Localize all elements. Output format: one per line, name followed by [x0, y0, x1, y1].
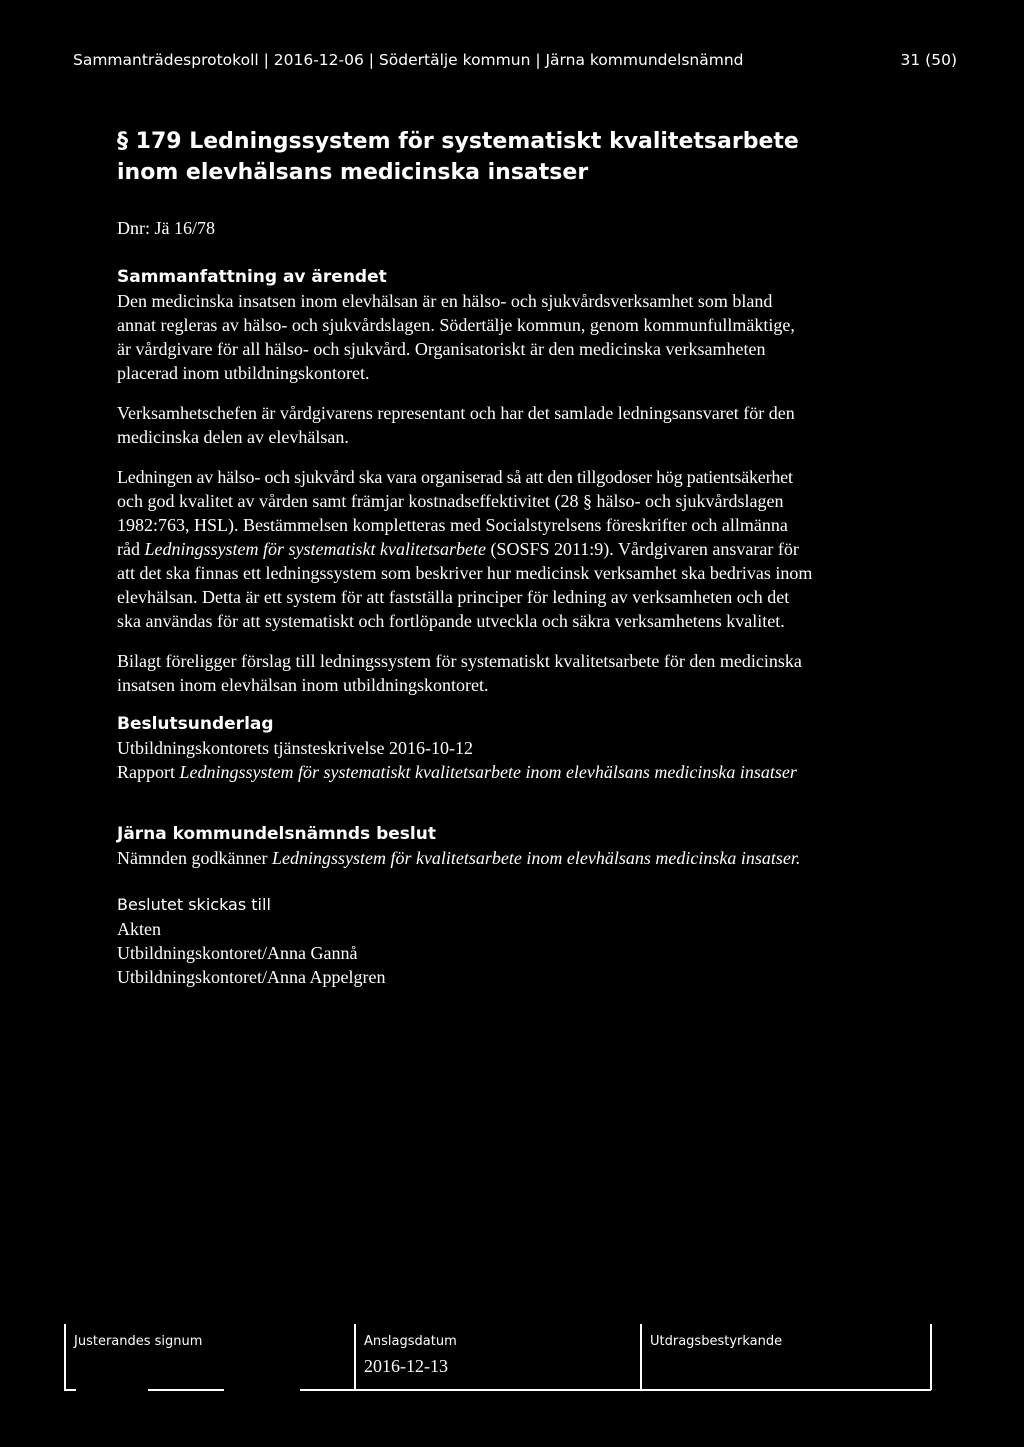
summary-paragraph-4: [117, 649, 939, 697]
text-line: och god kvalitet av vården samt främjar kostnadseffektivitet (28 § hälso- och sjukvårdslagen: [117, 491, 784, 511]
case-number: Dnr: Jä 16/78: [117, 218, 215, 238]
table-divider: [64, 1324, 66, 1390]
text-line: att det ska finnas ett ledningssystem som beskriver hur medicinsk verksamhet ska bedrivas inom: [117, 563, 813, 583]
page-title: [117, 126, 917, 188]
text-line: 1982:763, HSL). Bestämmelsen kompletteras med Socialstyrelsens föreskrifter och allmänna: [117, 515, 788, 535]
summary-section: [117, 265, 939, 697]
document-title-italic: Ledningssystem för kvalitetsarbete inom elevhälsans medicinska insatser.: [271, 848, 801, 868]
decision-basis-section: [117, 712, 939, 784]
text-line: är vårdgivare för all hälso- och sjukvård. Organisatoriskt är den medicinska verksamheten: [117, 339, 766, 359]
signature-table: [64, 1324, 932, 1390]
decision-basis-item: [117, 760, 939, 784]
summary-paragraph-3: [117, 465, 939, 633]
page-number: 31 (50): [900, 51, 957, 69]
summary-paragraph-1: [117, 289, 939, 385]
anslag-label: Anslagsdatum: [364, 1334, 457, 1349]
summary-heading: Sammanfattning av ärendet: [117, 267, 387, 287]
header-meta: Sammanträdesprotokoll | 2016-12-06 | Södertälje kommun | Järna kommundelsnämnd: [73, 51, 744, 69]
text-line: elevhälsan. Detta är ett system för att fastställa principer för ledning av verksamheten och det: [117, 587, 790, 607]
signature-line: [64, 1389, 76, 1391]
text-line: placerad inom utbildningskontoret.: [117, 363, 370, 383]
anslag-date: 2016-12-13: [364, 1356, 448, 1376]
signature-line: [640, 1389, 931, 1391]
text-line: insatsen inom elevhälsan inom utbildningskontoret.: [117, 675, 489, 695]
signature-line: [148, 1389, 224, 1391]
text-line: Den medicinska insatsen inom elevhälsan är en hälso- och sjukvårdsverksamhet som bland: [117, 291, 773, 311]
decision-basis-heading: Beslutsunderlag: [117, 714, 274, 734]
table-divider: [354, 1324, 356, 1390]
recipient: Utbildningskontoret/Anna Gannå: [117, 943, 358, 963]
summary-paragraph-2: [117, 401, 939, 449]
text-run: Rapport: [117, 762, 180, 782]
recipient: Akten: [117, 919, 161, 939]
decision-basis-item: Utbildningskontorets tjänsteskrivelse 2016-10-12: [117, 738, 473, 758]
utdrag-label: Utdragsbestyrkande: [650, 1334, 783, 1349]
text-line: annat regleras av hälso- och sjukvårdslagen. Södertälje kommun, genom kommunfullmäktige,: [117, 315, 795, 335]
text-run: Nämnden godkänner: [117, 848, 272, 868]
distribution-label: Beslutet skickas till: [117, 895, 271, 914]
text-run: (SOSFS 2011:9). Vårdgivaren ansvarar för: [485, 539, 799, 559]
text-line: Ledningen av hälso- och sjukvård ska vara organiserad så att den tillgodoser hög patientsäkerhet: [117, 467, 793, 487]
recipient: Utbildningskontoret/Anna Appelgren: [117, 967, 386, 987]
signature-line: [300, 1389, 356, 1391]
title-line-2: inom elevhälsans medicinska insatser: [117, 160, 589, 185]
text-line: ska användas för att systematiskt och fortlöpande utveckla och säkra verksamhetens kvalitet.: [117, 611, 785, 631]
text-line: medicinska delen av elevhälsan.: [117, 427, 349, 447]
signum-label: Justerandes signum: [74, 1334, 203, 1349]
page-header: [73, 48, 957, 72]
document-title-italic: Ledningssystem för systematiskt kvalitetsarbete inom elevhälsans medicinska insatser: [179, 762, 797, 782]
text-line: Verksamhetschefen är vårdgivarens representant och har det samlade ledningsansvaret för den: [117, 403, 795, 423]
table-divider: [640, 1324, 642, 1390]
text-line: Bilagt föreligger förslag till ledningssystem för systematiskt kvalitetsarbete för den medicinska: [117, 651, 802, 671]
text-run: råd: [117, 539, 145, 559]
signature-line: [354, 1389, 642, 1391]
decision-text: [117, 846, 939, 870]
decision-section: [117, 822, 939, 870]
distribution-section: [117, 893, 939, 989]
decision-heading: Järna kommundelsnämnds beslut: [117, 824, 436, 844]
table-divider: [930, 1324, 932, 1390]
text-line: [117, 537, 939, 561]
title-line-1: § 179 Ledningssystem för systematiskt kvalitetsarbete: [117, 129, 799, 154]
document-title-italic: Ledningssystem för systematiskt kvalitetsarbete: [144, 539, 486, 559]
